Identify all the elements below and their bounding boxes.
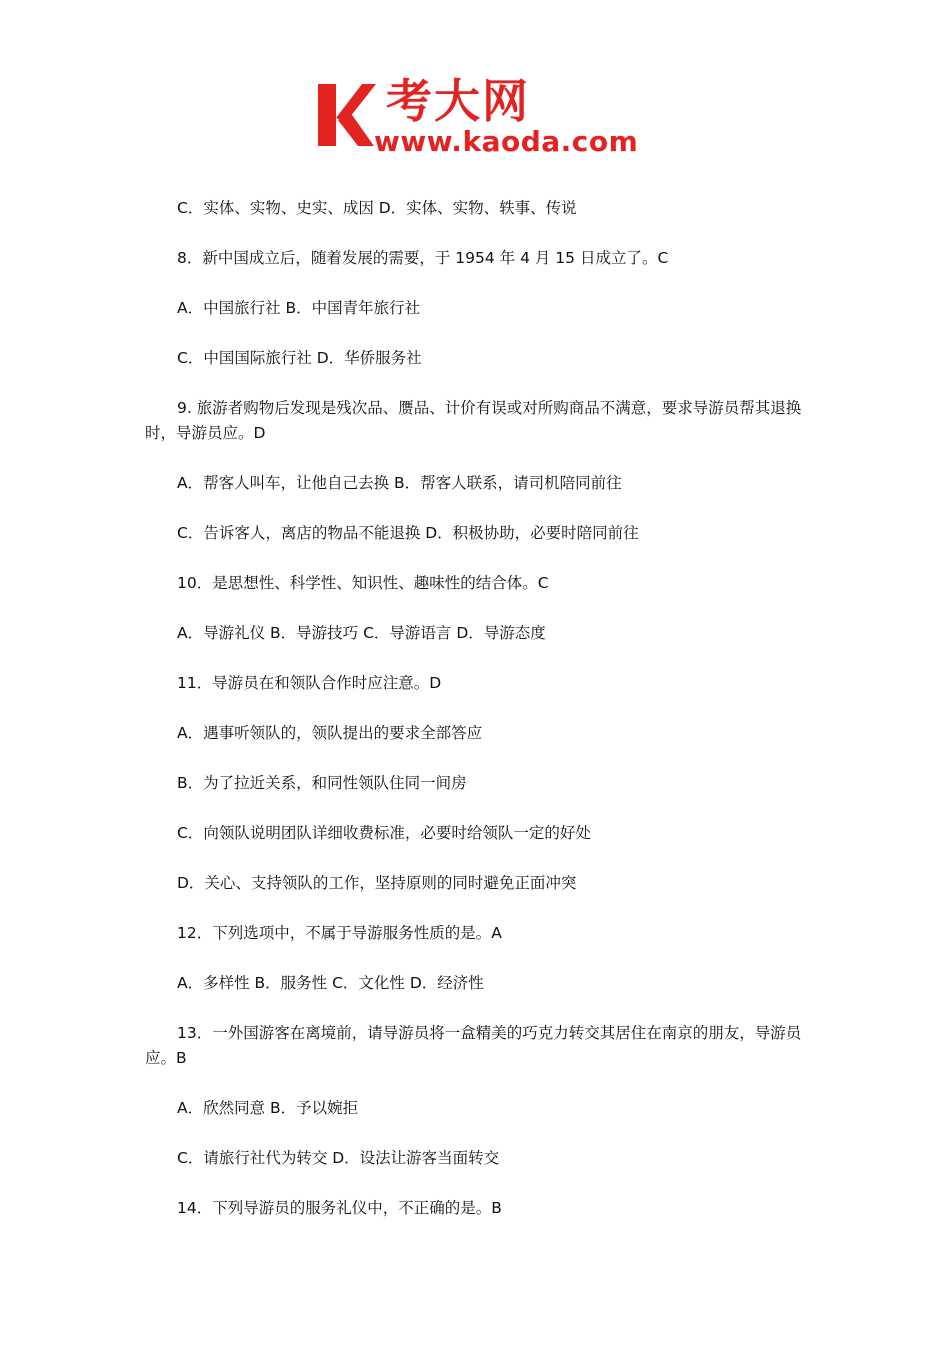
option-line: C．请旅行社代为转交 D．设法让游客当面转交 [177, 1149, 500, 1167]
option-line: B．为了拉近关系，和同性领队住同一间房 [177, 774, 467, 792]
logo-brand-text: 考大网 [386, 74, 530, 128]
kaoda-logo [316, 74, 646, 162]
question-8: 8．新中国成立后，随着发展的需要，于 1954 年 4 月 15 日成立了。C [177, 249, 669, 267]
k-logo-icon [316, 82, 376, 148]
option-line: C．向领队说明团队详细收费标准，必要时给领队一定的好处 [177, 824, 591, 842]
question-11: 11．导游员在和领队合作时应注意。D [177, 674, 442, 692]
option-line: A．中国旅行社 B．中国青年旅行社 [177, 299, 421, 317]
option-line: C．中国国际旅行社 D．华侨服务社 [177, 349, 422, 367]
option-line: C．告诉客人，离店的物品不能退换 D．积极协助，必要时陪同前往 [177, 524, 639, 542]
option-line: A．欣然同意 B．予以婉拒 [177, 1099, 359, 1117]
question-9: 9. 旅游者购物后发现是残次品、赝品、计价有误或对所购商品不满意，要求导游员帮其退换时，导游员应。D [145, 399, 802, 442]
logo-url-text: www.kaoda.com [374, 125, 639, 158]
option-line: C．实体、实物、史实、成因 D．实体、实物、轶事、传说 [177, 199, 577, 217]
question-14: 14．下列导游员的服务礼仪中，不正确的是。B [177, 1199, 502, 1217]
question-13: 13．一外国游客在离境前，请导游员将一盒精美的巧克力转交其居住在南京的朋友，导游员应。B [145, 1024, 802, 1067]
option-line: A．帮客人叫车，让他自己去换 B．帮客人联系，请司机陪同前往 [177, 474, 622, 492]
question-12: 12．下列选项中，不属于导游服务性质的是。A [177, 924, 502, 942]
question-10: 10．是思想性、科学性、知识性、趣味性的结合体。C [177, 574, 549, 592]
option-line: A．导游礼仪 B．导游技巧 C．导游语言 D．导游态度 [177, 624, 546, 642]
option-line: D．关心、支持领队的工作，坚持原则的同时避免正面冲突 [177, 874, 577, 892]
option-line: A．多样性 B．服务性 C．文化性 D．经济性 [177, 974, 484, 992]
option-line: A．遇事听领队的，领队提出的要求全部答应 [177, 724, 483, 742]
